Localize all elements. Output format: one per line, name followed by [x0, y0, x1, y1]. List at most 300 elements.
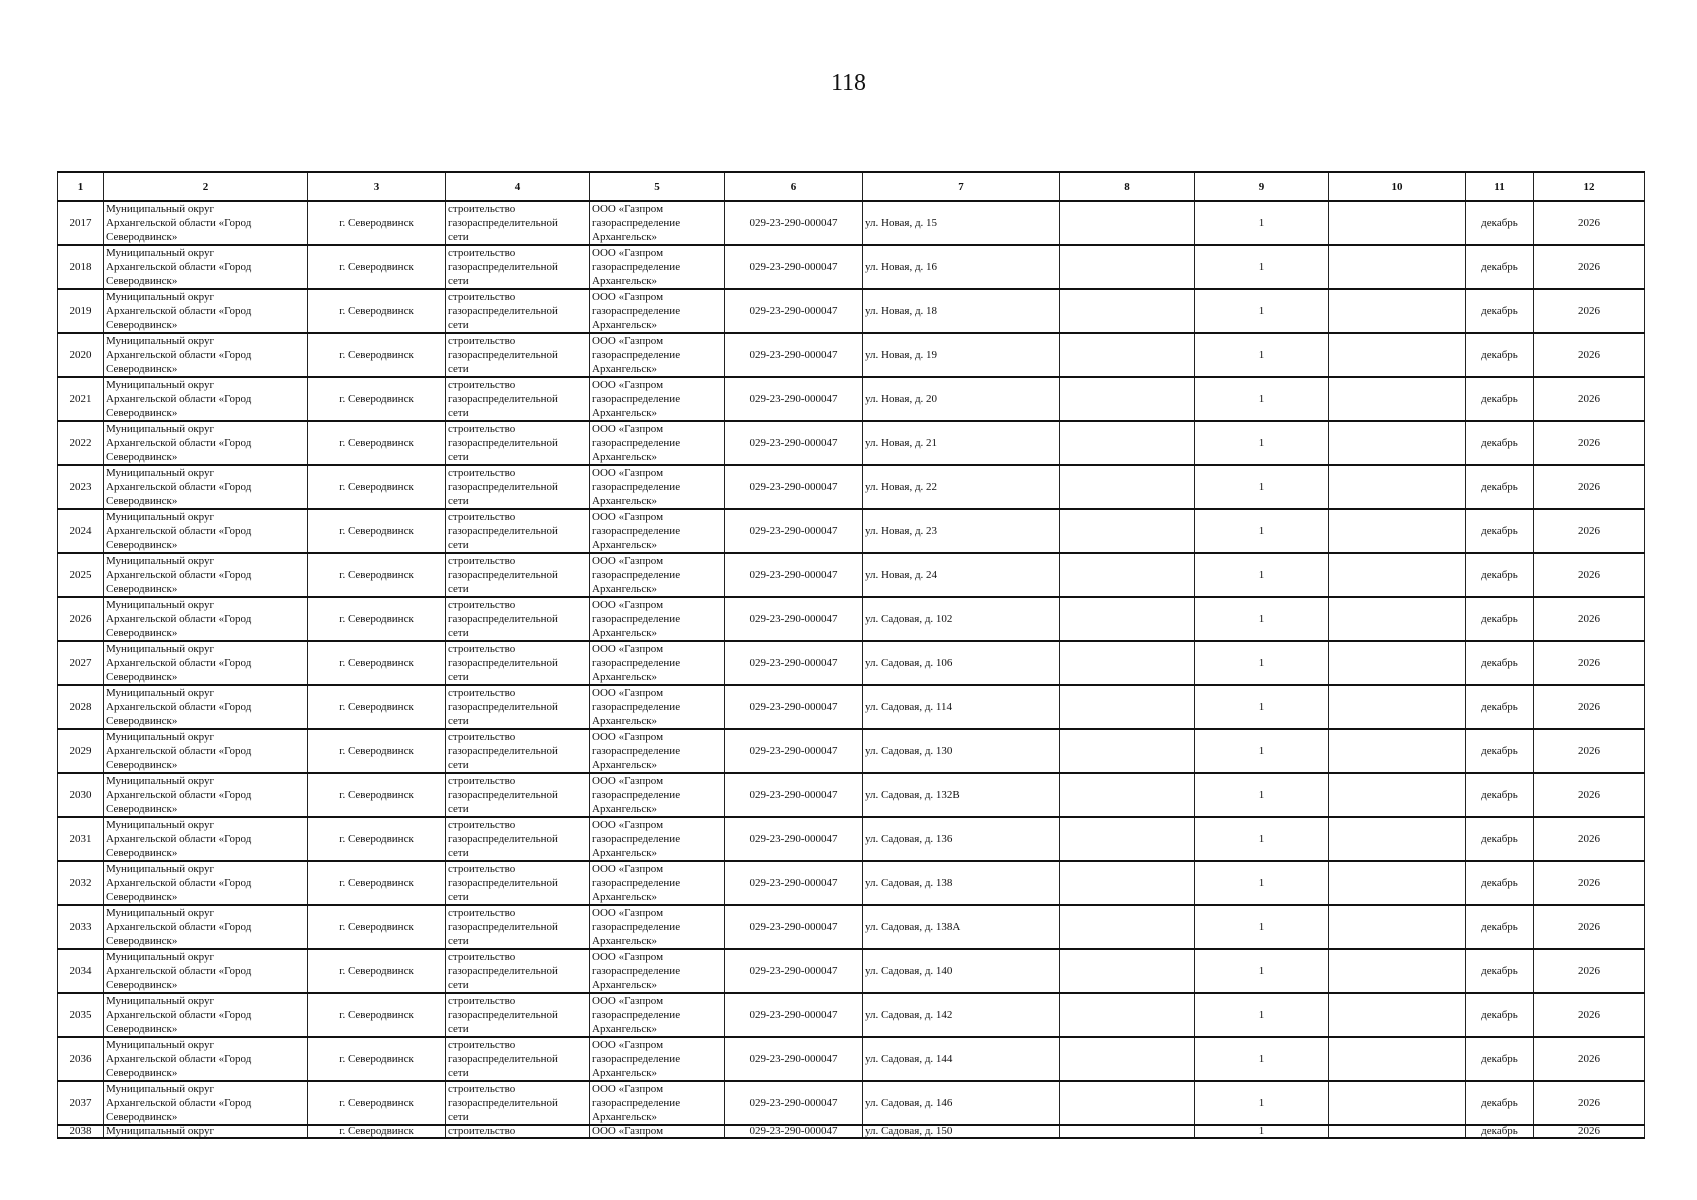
address-cell: ул. Новая, д. 19 [863, 333, 1060, 377]
organization-cell-line: ООО «Газпром [592, 1083, 664, 1095]
municipality-cell [104, 905, 308, 949]
city-cell: г. Северодвинск [308, 289, 446, 333]
city-cell: г. Северодвинск [308, 597, 446, 641]
organization-cell [590, 905, 725, 949]
year-cell: 2026 [1534, 773, 1645, 817]
organization-cell-line: газораспределение [592, 349, 681, 361]
work-type-cell-line: газораспределительной [448, 921, 558, 933]
work-type-cell [446, 1037, 590, 1081]
table-row [58, 949, 1645, 993]
organization-cell-line: Архангельск» [592, 363, 658, 375]
municipality-cell-line: Северодвинск» [106, 1023, 178, 1035]
column-8-cell [1060, 1081, 1195, 1125]
code-cell: 029-23-290-000047 [725, 905, 863, 949]
work-type-cell-line: сети [448, 979, 469, 991]
city-cell: г. Северодвинск [308, 377, 446, 421]
row-number: 2018 [58, 245, 104, 289]
city-cell: г. Северодвинск [308, 773, 446, 817]
work-type-cell-line: газораспределительной [448, 613, 558, 625]
column-header-6: 6 [725, 172, 863, 201]
work-type-cell [446, 861, 590, 905]
month-cell: декабрь [1466, 377, 1534, 421]
work-type-cell-line: сети [448, 1067, 469, 1079]
column-8-cell [1060, 773, 1195, 817]
year-cell: 2026 [1534, 993, 1645, 1037]
row-number: 2022 [58, 421, 104, 465]
column-9-cell: 1 [1195, 465, 1329, 509]
year-cell: 2026 [1534, 245, 1645, 289]
work-type-cell-line: газораспределительной [448, 569, 558, 581]
code-cell: 029-23-290-000047 [725, 1081, 863, 1125]
work-type-cell-line: сети [448, 715, 469, 727]
work-type-cell-line: строительство [448, 731, 516, 743]
municipality-cell-line: Муниципальный округ [106, 819, 215, 831]
code-cell: 029-23-290-000047 [725, 729, 863, 773]
address-cell: ул. Новая, д. 22 [863, 465, 1060, 509]
table-row [58, 685, 1645, 729]
municipality-cell-line: Муниципальный округ [106, 1039, 215, 1051]
column-8-cell [1060, 685, 1195, 729]
table-row [58, 1081, 1645, 1125]
column-10-cell [1329, 333, 1466, 377]
year-cell: 2026 [1534, 289, 1645, 333]
work-type-cell-line: строительство [448, 599, 516, 611]
column-10-cell [1329, 465, 1466, 509]
year-cell: 2026 [1534, 905, 1645, 949]
city-cell: г. Северодвинск [308, 465, 446, 509]
month-cell: декабрь [1466, 465, 1534, 509]
row-number: 2032 [58, 861, 104, 905]
organization-cell-line: Архангельск» [592, 451, 658, 463]
column-10-cell [1329, 553, 1466, 597]
organization-cell [590, 245, 725, 289]
row-number: 2019 [58, 289, 104, 333]
municipality-cell [104, 377, 308, 421]
organization-cell-line: газораспределение [592, 1009, 681, 1021]
column-10-cell [1329, 509, 1466, 553]
city-cell: г. Северодвинск [308, 729, 446, 773]
year-cell: 2026 [1534, 1081, 1645, 1125]
organization-cell [590, 333, 725, 377]
table-row [58, 333, 1645, 377]
column-9-cell: 1 [1195, 377, 1329, 421]
table-row [58, 1125, 1645, 1138]
municipality-cell-line: Северодвинск» [106, 275, 178, 287]
municipality-cell [104, 641, 308, 685]
row-number: 2029 [58, 729, 104, 773]
organization-cell [590, 817, 725, 861]
work-type-cell-line: сети [448, 759, 469, 771]
city-cell: г. Северодвинск [308, 333, 446, 377]
organization-cell-line: ООО «Газпром [592, 863, 664, 875]
column-9-cell: 1 [1195, 905, 1329, 949]
city-cell: г. Северодвинск [308, 553, 446, 597]
organization-cell-line: ООО «Газпром [592, 203, 664, 215]
municipality-cell-line: Архангельской области «Город [106, 789, 252, 801]
year-cell: 2026 [1534, 729, 1645, 773]
organization-cell-line: газораспределение [592, 525, 681, 537]
organization-cell-line: газораспределение [592, 481, 681, 493]
city-cell: г. Северодвинск [308, 421, 446, 465]
work-type-cell-line: газораспределительной [448, 1009, 558, 1021]
column-header-1: 1 [58, 172, 104, 201]
month-cell: декабрь [1466, 597, 1534, 641]
work-type-cell-line: строительство [448, 379, 516, 391]
municipality-cell-line: Архангельской области «Город [106, 1097, 252, 1109]
organization-cell-line: ООО «Газпром [592, 247, 664, 259]
work-type-cell-line: газораспределительной [448, 833, 558, 845]
work-type-cell-line: сети [448, 1023, 469, 1035]
organization-cell-line: газораспределение [592, 217, 681, 229]
column-10-cell [1329, 817, 1466, 861]
year-cell: 2026 [1534, 949, 1645, 993]
table-row [58, 1037, 1645, 1081]
municipality-cell-line: Северодвинск» [106, 539, 178, 551]
address-cell: ул. Новая, д. 21 [863, 421, 1060, 465]
municipality-cell-line: Муниципальный округ [106, 995, 215, 1007]
organization-cell-line: Архангельск» [592, 627, 658, 639]
organization-cell-line: ООО «Газпром [592, 643, 664, 655]
municipality-cell-line: Муниципальный округ [106, 775, 215, 787]
code-cell: 029-23-290-000047 [725, 1125, 863, 1138]
municipality-cell-line: Архангельской области «Город [106, 481, 252, 493]
year-cell: 2026 [1534, 817, 1645, 861]
work-type-cell-line: сети [448, 451, 469, 463]
column-9-cell: 1 [1195, 949, 1329, 993]
organization-cell-line: газораспределение [592, 437, 681, 449]
column-9-cell: 1 [1195, 333, 1329, 377]
table-row [58, 861, 1645, 905]
address-cell: ул. Новая, д. 24 [863, 553, 1060, 597]
table-row [58, 773, 1645, 817]
code-cell: 029-23-290-000047 [725, 333, 863, 377]
year-cell: 2026 [1534, 1037, 1645, 1081]
month-cell: декабрь [1466, 949, 1534, 993]
city-cell: г. Северодвинск [308, 861, 446, 905]
organization-cell-line: Архангельск» [592, 671, 658, 683]
year-cell: 2026 [1534, 509, 1645, 553]
municipality-cell-line: Северодвинск» [106, 1111, 178, 1123]
organization-cell [590, 509, 725, 553]
address-cell: ул. Садовая, д. 132В [863, 773, 1060, 817]
work-type-cell [446, 949, 590, 993]
organization-cell-line: Архангельск» [592, 935, 658, 947]
work-type-cell [446, 993, 590, 1037]
column-10-cell [1329, 201, 1466, 245]
work-type-cell-line: сети [448, 583, 469, 595]
organization-cell-line: Архангельск» [592, 407, 658, 419]
year-cell: 2026 [1534, 465, 1645, 509]
work-type-cell-line: газораспределительной [448, 877, 558, 889]
work-type-cell-line: газораспределительной [448, 437, 558, 449]
work-type-cell-line: сети [448, 803, 469, 815]
month-cell: декабрь [1466, 1125, 1534, 1138]
code-cell: 029-23-290-000047 [725, 201, 863, 245]
column-header-2: 2 [104, 172, 308, 201]
municipality-cell-line: Северодвинск» [106, 495, 178, 507]
work-type-cell [446, 641, 590, 685]
column-9-cell: 1 [1195, 993, 1329, 1037]
year-cell: 2026 [1534, 685, 1645, 729]
municipality-cell-line: Северодвинск» [106, 935, 178, 947]
work-type-cell [446, 729, 590, 773]
column-9-cell: 1 [1195, 1037, 1329, 1081]
address-cell: ул. Новая, д. 16 [863, 245, 1060, 289]
work-type-cell [446, 289, 590, 333]
table-row [58, 509, 1645, 553]
municipality-cell-line: Муниципальный округ [106, 467, 215, 479]
address-cell: ул. Садовая, д. 102 [863, 597, 1060, 641]
municipality-cell-line: Муниципальный округ [106, 643, 215, 655]
column-9-cell: 1 [1195, 817, 1329, 861]
column-8-cell [1060, 245, 1195, 289]
table-row [58, 553, 1645, 597]
city-cell: г. Северодвинск [308, 641, 446, 685]
municipality-cell-line: Северодвинск» [106, 319, 178, 331]
municipality-cell-line: Архангельской области «Город [106, 349, 252, 361]
work-type-cell [446, 685, 590, 729]
municipality-cell-line: Северодвинск» [106, 583, 178, 595]
municipality-cell-line: Муниципальный округ [106, 511, 215, 523]
column-8-cell [1060, 993, 1195, 1037]
municipality-cell [104, 245, 308, 289]
address-cell: ул. Садовая, д. 130 [863, 729, 1060, 773]
month-cell: декабрь [1466, 509, 1534, 553]
organization-cell-line: ООО «Газпром [592, 1039, 664, 1051]
work-type-cell [446, 773, 590, 817]
code-cell: 029-23-290-000047 [725, 817, 863, 861]
table-row [58, 201, 1645, 245]
work-type-cell-line: строительство [448, 247, 516, 259]
municipality-cell [104, 289, 308, 333]
column-9-cell: 1 [1195, 597, 1329, 641]
row-number: 2031 [58, 817, 104, 861]
column-10-cell [1329, 1037, 1466, 1081]
address-cell: ул. Новая, д. 15 [863, 201, 1060, 245]
work-type-cell [446, 465, 590, 509]
municipality-cell-line: Муниципальный округ [106, 863, 215, 875]
column-8-cell [1060, 553, 1195, 597]
organization-cell-line: газораспределение [592, 657, 681, 669]
organization-cell [590, 289, 725, 333]
municipality-cell-line: Архангельской области «Город [106, 305, 252, 317]
work-type-cell-line: газораспределительной [448, 965, 558, 977]
organization-cell-line: Архангельск» [592, 891, 658, 903]
column-10-cell [1329, 289, 1466, 333]
organization-cell [590, 993, 725, 1037]
city-cell: г. Северодвинск [308, 817, 446, 861]
column-header-7: 7 [863, 172, 1060, 201]
work-type-cell [446, 905, 590, 949]
municipality-cell-line: Архангельской области «Город [106, 1009, 252, 1021]
organization-cell-line: газораспределение [592, 833, 681, 845]
organization-cell-line: ООО «Газпром [592, 995, 664, 1007]
municipality-cell-line: Северодвинск» [106, 671, 178, 683]
row-number: 2017 [58, 201, 104, 245]
column-8-cell [1060, 861, 1195, 905]
organization-cell-line: Архангельск» [592, 231, 658, 243]
organization-cell-line: ООО «Газпром [592, 511, 664, 523]
address-cell: ул. Садовая, д. 106 [863, 641, 1060, 685]
municipality-cell-line: Архангельской области «Город [106, 1053, 252, 1065]
organization-cell-line: Архангельск» [592, 275, 658, 287]
municipality-cell [104, 421, 308, 465]
municipality-cell-line: Муниципальный округ [106, 687, 215, 699]
column-10-cell [1329, 905, 1466, 949]
work-type-cell-line: газораспределительной [448, 745, 558, 757]
work-type-cell-line: строительство [448, 423, 516, 435]
work-type-cell-line: строительство [448, 819, 516, 831]
row-number: 2026 [58, 597, 104, 641]
table-row [58, 289, 1645, 333]
work-type-cell [446, 377, 590, 421]
month-cell: декабрь [1466, 729, 1534, 773]
column-8-cell [1060, 729, 1195, 773]
column-10-cell [1329, 245, 1466, 289]
organization-cell-line: газораспределение [592, 921, 681, 933]
month-cell: декабрь [1466, 1081, 1534, 1125]
organization-cell-line: газораспределение [592, 393, 681, 405]
municipality-cell-line: Северодвинск» [106, 231, 178, 243]
municipality-cell [104, 465, 308, 509]
municipality-cell-line: Муниципальный округ [106, 379, 215, 391]
row-number: 2030 [58, 773, 104, 817]
work-type-cell-line: сети [448, 495, 469, 507]
table-row [58, 729, 1645, 773]
year-cell: 2026 [1534, 1125, 1645, 1138]
work-type-cell-line: сети [448, 231, 469, 243]
work-type-cell [446, 421, 590, 465]
column-header-12: 12 [1534, 172, 1645, 201]
organization-cell [590, 1081, 725, 1125]
code-cell: 029-23-290-000047 [725, 421, 863, 465]
month-cell: декабрь [1466, 685, 1534, 729]
header-row [58, 172, 1645, 201]
register-table [57, 171, 1645, 1139]
column-10-cell [1329, 685, 1466, 729]
municipality-cell-line: Муниципальный округ [106, 555, 215, 567]
municipality-cell [104, 861, 308, 905]
row-number: 2034 [58, 949, 104, 993]
organization-cell-line: газораспределение [592, 745, 681, 757]
work-type-cell-line: газораспределительной [448, 261, 558, 273]
code-cell: 029-23-290-000047 [725, 993, 863, 1037]
municipality-cell [104, 949, 308, 993]
municipality-cell-line: Северодвинск» [106, 891, 178, 903]
column-8-cell [1060, 201, 1195, 245]
address-cell: ул. Садовая, д. 114 [863, 685, 1060, 729]
work-type-cell-line: газораспределительной [448, 481, 558, 493]
organization-cell-line: газораспределение [592, 789, 681, 801]
work-type-cell-line: строительство [448, 775, 516, 787]
work-type-cell-line: газораспределительной [448, 789, 558, 801]
row-number: 2035 [58, 993, 104, 1037]
work-type-cell-line: сети [448, 319, 469, 331]
municipality-cell-line: Архангельской области «Город [106, 657, 252, 669]
month-cell: декабрь [1466, 993, 1534, 1037]
work-type-cell-line: строительство [448, 907, 516, 919]
organization-cell [590, 949, 725, 993]
municipality-cell [104, 729, 308, 773]
work-type-cell-line: сети [448, 671, 469, 683]
municipality-cell-line: Архангельской области «Город [106, 437, 252, 449]
municipality-cell-line: Северодвинск» [106, 451, 178, 463]
column-9-cell: 1 [1195, 1081, 1329, 1125]
municipality-cell-line: Архангельской области «Город [106, 745, 252, 757]
city-cell: г. Северодвинск [308, 1037, 446, 1081]
month-cell: декабрь [1466, 905, 1534, 949]
work-type-cell-line: строительство [448, 335, 516, 347]
organization-cell-line: газораспределение [592, 569, 681, 581]
month-cell: декабрь [1466, 289, 1534, 333]
organization-cell-line: газораспределение [592, 1097, 681, 1109]
table-row [58, 905, 1645, 949]
work-type-cell [446, 333, 590, 377]
column-9-cell: 1 [1195, 861, 1329, 905]
organization-cell [590, 685, 725, 729]
organization-cell-line: ООО «Газпром [592, 731, 664, 743]
address-cell: ул. Садовая, д. 138 [863, 861, 1060, 905]
column-header-4: 4 [446, 172, 590, 201]
table-row [58, 993, 1645, 1037]
organization-cell [590, 1037, 725, 1081]
municipality-cell-line: Архангельской области «Город [106, 217, 252, 229]
municipality-cell-line: Северодвинск» [106, 363, 178, 375]
column-10-cell [1329, 773, 1466, 817]
column-9-cell: 1 [1195, 201, 1329, 245]
address-cell: ул. Новая, д. 18 [863, 289, 1060, 333]
year-cell: 2026 [1534, 597, 1645, 641]
organization-cell-line: ООО «Газпром [592, 819, 664, 831]
row-number: 2028 [58, 685, 104, 729]
column-8-cell [1060, 333, 1195, 377]
municipality-cell [104, 553, 308, 597]
code-cell: 029-23-290-000047 [725, 553, 863, 597]
municipality-cell-line: Муниципальный округ [106, 335, 215, 347]
address-cell: ул. Новая, д. 20 [863, 377, 1060, 421]
work-type-cell-line: сети [448, 847, 469, 859]
work-type-cell [446, 201, 590, 245]
city-cell: г. Северодвинск [308, 949, 446, 993]
table-row [58, 245, 1645, 289]
month-cell: декабрь [1466, 817, 1534, 861]
code-cell: 029-23-290-000047 [725, 289, 863, 333]
column-9-cell: 1 [1195, 245, 1329, 289]
work-type-cell-line: строительство [448, 995, 516, 1007]
municipality-cell-line: Северодвинск» [106, 759, 178, 771]
municipality-cell-line: Архангельской области «Город [106, 569, 252, 581]
organization-cell [590, 553, 725, 597]
municipality-cell-line: Северодвинск» [106, 407, 178, 419]
work-type-cell [446, 817, 590, 861]
column-10-cell [1329, 597, 1466, 641]
column-header-11: 11 [1466, 172, 1534, 201]
address-cell: ул. Садовая, д. 138А [863, 905, 1060, 949]
column-8-cell [1060, 509, 1195, 553]
municipality-cell-line: Муниципальный округ [106, 907, 215, 919]
organization-cell-line: ООО «Газпром [592, 555, 664, 567]
code-cell: 029-23-290-000047 [725, 597, 863, 641]
city-cell: г. Северодвинск [308, 685, 446, 729]
column-10-cell [1329, 949, 1466, 993]
municipality-cell-line: Северодвинск» [106, 627, 178, 639]
work-type-cell-line: газораспределительной [448, 393, 558, 405]
work-type-cell-line: сети [448, 407, 469, 419]
column-10-cell [1329, 1081, 1466, 1125]
organization-cell-line: ООО «Газпром [592, 775, 664, 787]
organization-cell: ООО «Газпром [590, 1125, 725, 1138]
column-10-cell [1329, 861, 1466, 905]
